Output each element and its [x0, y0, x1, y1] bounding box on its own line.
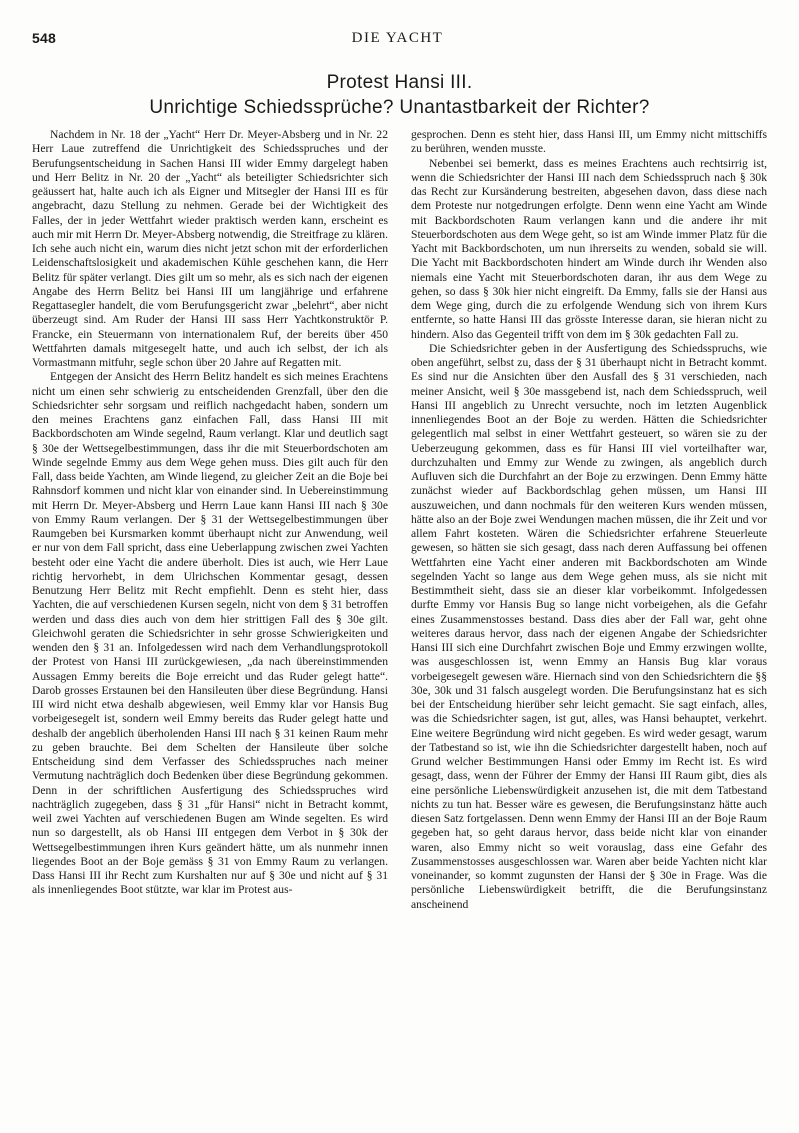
right-paragraph-1: gesprochen. Denn es steht hier, dass Hansi III, um Emmy nicht mittschiffs zu berühren, wenden musste. — [411, 128, 767, 156]
journal-title: DIE YACHT — [351, 30, 444, 46]
right-paragraph-3: Die Schiedsrichter geben in der Ausfertigung des Schiedsspruchs, wie oben angeführt, selbst zu, dass der § 31 überhaupt nicht in Betracht kommt. Es sind nur die Ansichten über den Ausfall des § 31 verschieden, nach meiner Ansicht, weil § 30e massgebend ist, nach dem Schiedsspruch, weil Hansi III angeblich zu Unrecht versuchte, noch im letzten Augenblick innenliegendes Boot an der Boje zu werden. Hätten die Schiedsrichter gelegentlich mal selbst in einer Wettfahrt gesteuert, so wären sie zu der Ueberzeugung gekommen, dass es für Hansi III viel vorteilhafter war, durchzuhalten und Emmy zur Wende zu zwingen, als angeblich durch Aufluven sich die Durchfahrt an der Boje zu erzwingen. Denn Emmy hätte zunächst wieder auf Backbordschlag gehen müssen, um Hansi III auszuweichen, und dann nochmals für den weiteren Kurs wenden müssen, hätte also an der Boje zwei Wendungen machen müssen, die ihr Zeit und vor allem Fahrt kosteten. Wären die Schiedsrichter erfahrene Steuerleute gewesen, so hätten sie sich gesagt, dass nach deren Auffassung bei offenen Wettfahrten eine Yacht einer anderen mit Backbordschoten am Winde segelnden Yacht so lange aus dem Wege gehen muss, als sie nicht mit Bestimmtheit sieht, dass sie an dieser klar vorbeikommt. Infolgedessen durfte Emmy vor Hansis Bug so lange nicht vorbeigehen, als die Gefahr eines Zusammenstosses bestand. Dass dies aber der Fall war, geht ohne weiteres daraus hervor, dass nach der eigenen Angabe der Schiedsrichter Hansi III sich eine Durchfahrt zwischen Boje und Emmy erzwingen wollte, was ausgeschlossen ist, wenn Emmy an Hansis Bug klar voraus vorbeigesegelt gewesen wäre. Hiernach sind von den Schiedsrichtern die §§ 30e, 30k und 31 falsch ausgelegt worden. Die Berufungsinstanz hat es sich bei der Entscheidung hierüber sehr leicht gemacht. Sie sagt einfach, alles, was die Schiedsrichter sagen, ist gut, alles, was Hansi behauptet, verkehrt. Eine weitere Begründung wird nicht gegeben. Es wird weder gesagt, warum der Tatbestand so ist, wie ihn die Schiedsrichter dargestellt haben, noch auf Grund welcher Bestimmungen Hansi oder Emmy im Recht ist. Es wird gesagt, dass, wenn der Führer der Emmy der Hansi III Raum gibt, dies als eine persönliche Liebenswürdigkeit anzusehen ist, die mit dem Tatbestand nichts zu tun hat. Besser wäre es gewesen, die Berufungsinstanz hätte auch diesen Satz fortgelassen. Denn wenn Emmy der Hansi III an der Boje Raum gegeben hat, so geht daraus hervor, dass beide nicht klar von einander waren, also Emmy nicht so weit vorauslag, dass eine Gefahr des Zusammenstosses ausgeschlossen war. Waren aber beide Yachten nicht klar voneinander, so kommt zugunsten der Hansi der § 30e in Frage. Was die persönliche Liebenswürdigkeit betrifft, die die Berufungsinstanz anscheinend — [411, 341, 767, 911]
left-column — [32, 128, 388, 1118]
article-title-line-1: Protest Hansi III. — [326, 72, 473, 93]
right-paragraph-2: Nebenbei sei bemerkt, dass es meines Erachtens auch rechtsirrig ist, wenn die Schiedsrichter der Hansi III nach dem Schiedsspruch nach § 30k das Recht zur Kursänderung bestreiten, abgesehen davon, dass diese nach dem Proteste nur notgedrungen erfolgte. Denn wenn eine Yacht am Winde mit Backbordschoten Raum verlangen kann und die andere ihr mit Steuerbordschoten aus dem Wege geht, so ist am Winde immer Platz für die Yacht mit Backbordschoten, um nun ihrerseits zu wenden, sobald sie will. Die Yacht mit Backbordschoten hindert am Winde durch ihr Wenden also niemals eine Yacht mit Steuerbordschoten daran, ihr aus dem Wege zu gehen, so dass § 30k hier nicht eingreift. Da Emmy, falls sie der Hansi aus dem Wege ging, durch die zu erfolgende Wendung sich von ihrem Kurs entfernte, so hatte Hansi III das grösste Interesse daran, sie hieran nicht zu hindern. Also das Gegenteil trifft von dem im § 30k gedachten Fall zu. — [411, 156, 767, 341]
right-column — [411, 128, 767, 1118]
article-body — [32, 128, 767, 1118]
left-paragraph-2: Entgegen der Ansicht des Herrn Belitz handelt es sich meines Erachtens nicht um einen sehr schwierig zu entscheidenden Grenzfall, über den die Schiedsrichter sehr sorgsam und reiflich nachgedacht haben, sondern um den meines Erachtens ganz einfachen Fall, dass Hansi III mit Backbordschoten am Winde segelnd, Raum verlangt. Klar und deutlich sagt § 30e der Wettsegelbestimmungen, dass ihr die mit Steuerbordschoten am Winde segelnde Emmy aus dem Wege gehen muss. Dies gilt auch für den Fall, dass beide Yachten, am Winde liegend, zu gleicher Zeit an die Boje bei Rahnsdorf kommen und nicht klar von einander sind. In Uebereinstimmung mit Herrn Dr. Meyer-Absberg und Herrn Laue kann Hansi III nach § 30e von Emmy Raum verlangen. Der § 31 der Wettsegelbestimmungen über Raumgeben bei Kursmarken kommt überhaupt nicht zur Anwendung, weil er nur von dem Fall spricht, dass eine Ueberlappung zwischen zwei Yachten besteht oder eine Yacht die andere überholt. Dies ist auch, wie Herr Laue richtig hervorhebt, in dem Ulrichschen Kommentar gesagt, dessen Benutzung Herr Belitz mit Recht empfiehlt. Denn es steht hier, dass Yachten, die auf verschiedenen Kursen segeln, nicht von dem § 31 betroffen werden und dass dies auch von dem hier strittigen Fall des § 30e gilt. Gleichwohl geraten die Schiedsrichter in sehr grosse Schwierigkeiten und wenden den § 31 an. Infolgedessen wird nach dem Verhandlungsprotokoll der Protest von Hansi III zurückgewiesen, „da nach übereinstimmenden Aussagen Emmy bereits die Boje erreicht und das Ruder gelegt hatte“. Darob grosses Erstaunen bei den Hansileuten über diese Begründung. Hansi III wird nicht etwa deshalb abgewiesen, weil Emmy klar vor Hansis Bug vorbeigesegelt ist, sondern weil Emmy bereits das Ruder gelegt hatte und deshalb der angeblich überholenden Hansi III nach § 31 keinen Raum mehr zu geben brauchte. Bei dem Schelten der Hansileute über solche Entscheidung sind dem Verfasser des Schiedsspruches nach meiner Vermutung nachträglich doch Bedenken über diese Begründung gekommen. Denn in der schriftlichen Ausfertigung des Schiedsspruches wird nachträglich zugegeben, dass § 31 „für Hansi“ nicht in Betracht kommt, weil zwei Yachten auf verschiedenen Bugen am Winde segelten. Es wird nun so dargestellt, als ob Hansi III entgegen dem Verbot in § 30k der Wettsegelbestimmungen ihren Kurs geändert hätte, um als nunmehr innen liegendes Boot an der Boje gemäss § 31 von Emmy Raum zu verlangen. Dass Hansi III ihr Recht zum Kurshalten nur auf § 30e und nicht auf § 31 als innenliegendes Boot stützte, war klar im Protest aus- — [32, 370, 388, 897]
article-title — [100, 70, 699, 120]
running-header — [32, 30, 763, 50]
left-paragraph-1: Nachdem in Nr. 18 der „Yacht“ Herr Dr. Meyer-Absberg und in Nr. 22 Herr Laue zutreffend die Unrichtigkeit des Schiedsspruches und der Berufungsentscheidung in Sachen Hansi III wider Emmy dargelegt haben und Herr Belitz in Nr. 20 der „Yacht“ als beteiligter Schiedsrichter sich geäussert hat, halte auch ich als Eigner und Mitsegler der Hansi III es für angebracht, dazu Stellung zu nehmen. Gerade bei der Wichtigkeit des Falles, der in jeder Wettfahrt wieder praktisch werden kann, erscheint es auch mir mit Herrn Dr. Meyer-Absberg notwendig, die Streitfrage zu klären. Ich sehe auch nicht ein, warum dies nicht jetzt schon mit der erforderlichen Leidenschaftslosigkeit und akademischen Kühle geschehen kann, die Herr Belitz für später verlangt. Dies gilt um so mehr, als es sich nach der eigenen Angabe des Herrn Belitz bei Hansi III um langjährige und erfahrene Regattasegler handelt, die vom Berufungsgericht zwar „belehrt“, aber nicht überzeugt sind. Am Ruder der Hansi III sass Herr Yachtkonstruktör P. Francke, ein Steuermann von internationalem Ruf, der bereits über 450 Wettfahrten damals mitgesegelt hatte, und auch ich selbst, der ich als Vormastmann mitfuhr, segle schon über 20 Jahre auf Regatten mit. — [32, 128, 388, 369]
article-title-line-2: Unrichtige Schiedssprüche? Unantastbarkeit der Richter? — [149, 97, 650, 118]
page-number: 548 — [32, 30, 56, 46]
